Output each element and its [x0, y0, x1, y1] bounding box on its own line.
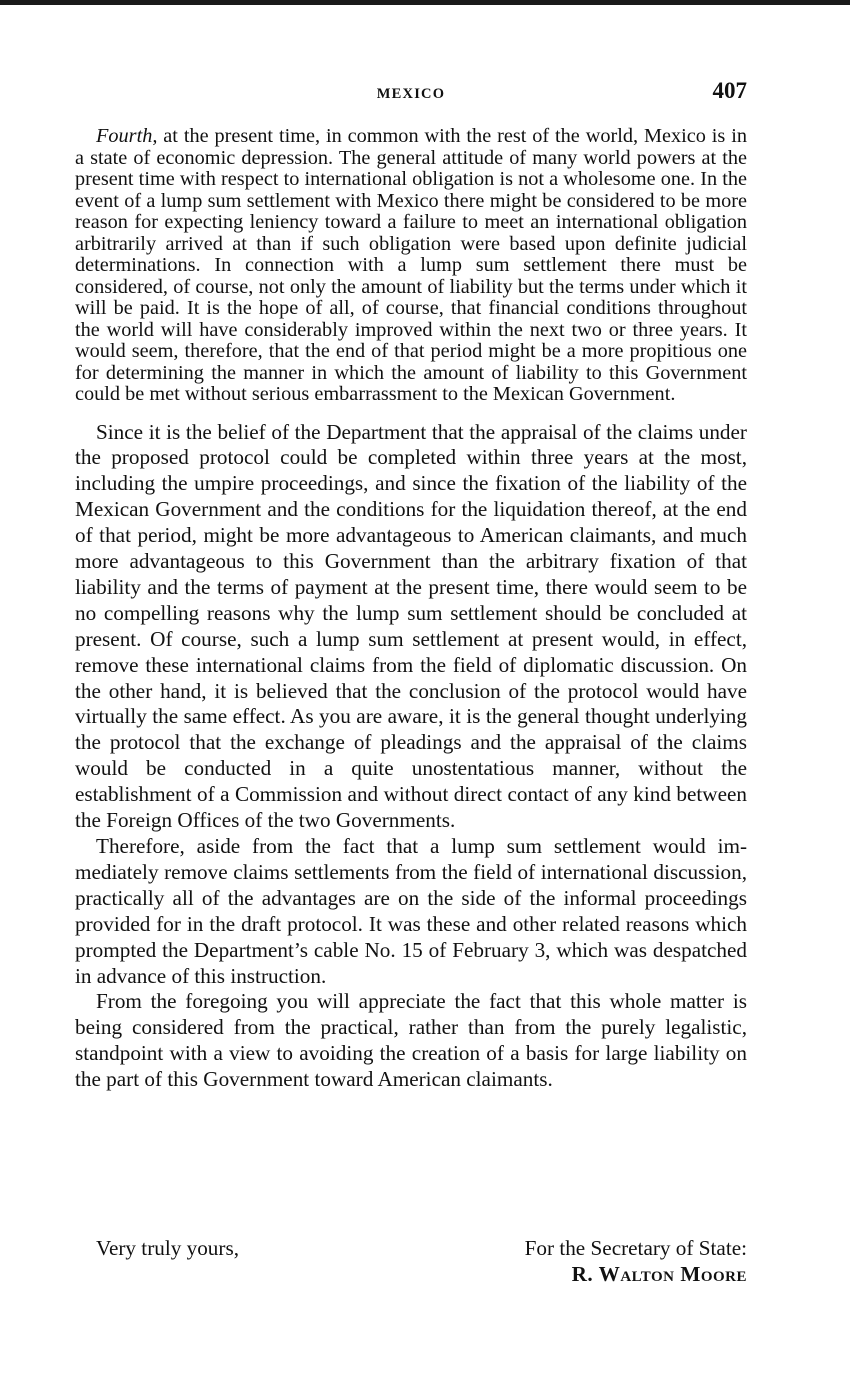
paragraph-therefore: Therefore, aside from the fact that a lump sum settlement would immediately remove claims settlements from the field of international discussion, practically all of the advantages are on the side of the informal proceedings provided for in the draft protocol. It was these and other related reasons which prompted the Department’s cable No. 15 of February 3, which was despatched in advance of this instruction. — [75, 834, 747, 988]
running-head — [75, 78, 747, 108]
paragraph-text: at the present time, in common with the rest of the world, Mexico is in a state of economic depression. The general attitude of many world powers at the present time with respect to international obligation is not a wholesome one. In the event of a lump sum settlement with Mexico there might be considered to be more reason for expecting leniency toward a failure to meet an international obligation arbitrarily arrived at than if such obligation were based upon definite judicial determinations. In connection with a lump sum settlement there must be considered, of course, not only the amount of liability but the terms under which it will be paid. It is the hope of all, of course, that financial conditions throughout the world will have considerably improved within the next two or three years. It would seem, therefore, that the end of that period might be a more propitious one for determining the manner in which the amount of liability to this Government could be met without serious embarrassment to the Mexican Government. — [75, 125, 747, 405]
signer-name: R. Walton Moore — [571, 1262, 747, 1286]
for-secretary-line: For the Secretary of State: — [524, 1236, 747, 1260]
paragraph-department-belief: Since it is the belief of the Department that the appraisal of the claims under the proposed protocol could be completed within three years at the most, including the umpire proceedings, and since the fixation of the liability of the Mexican Government and the conditions for the liquidation thereof, at the end of that period, might be more advantageous to American claimants, and much more advantageous to this Government than the arbitrary fixation of that liability and the terms of payment at the present time, there would seem to be no compelling reasons why the lump sum settlement should be concluded at present. Of course, such a lump sum settlement at present would, in effect, remove these international claims from the field of diplomatic discussion. On the other hand, it is believed that the conclusion of the protocol would have virtually the same effect. As you are aware, it is the general thought underlying the protocol that the exchange of pleadings and the appraisal of the claims would be conducted in a quite unostentatious manner, without the establishment of a Commission and without direct contact of any kind between the Foreign Offices of the two Governments. — [75, 419, 747, 833]
paragraph-fourth-point — [75, 126, 747, 406]
paragraph-foregoing: From the foregoing you will appreciate the fact that this whole matter is being considered from the practical, rather than from the purely legalistic, standpoint with a view to avoiding the creation of a basis for large liability on the part of this Government toward American claimants. — [75, 989, 747, 1092]
paragraph-lead-italic: Fourth, — [96, 125, 158, 147]
running-title: MEXICO — [376, 86, 446, 102]
top-border-rule — [0, 0, 850, 5]
page-number: 407 — [712, 78, 747, 103]
signature-block — [525, 1235, 747, 1287]
valediction: Very truly yours, — [96, 1236, 239, 1260]
letter-body — [75, 126, 747, 1093]
